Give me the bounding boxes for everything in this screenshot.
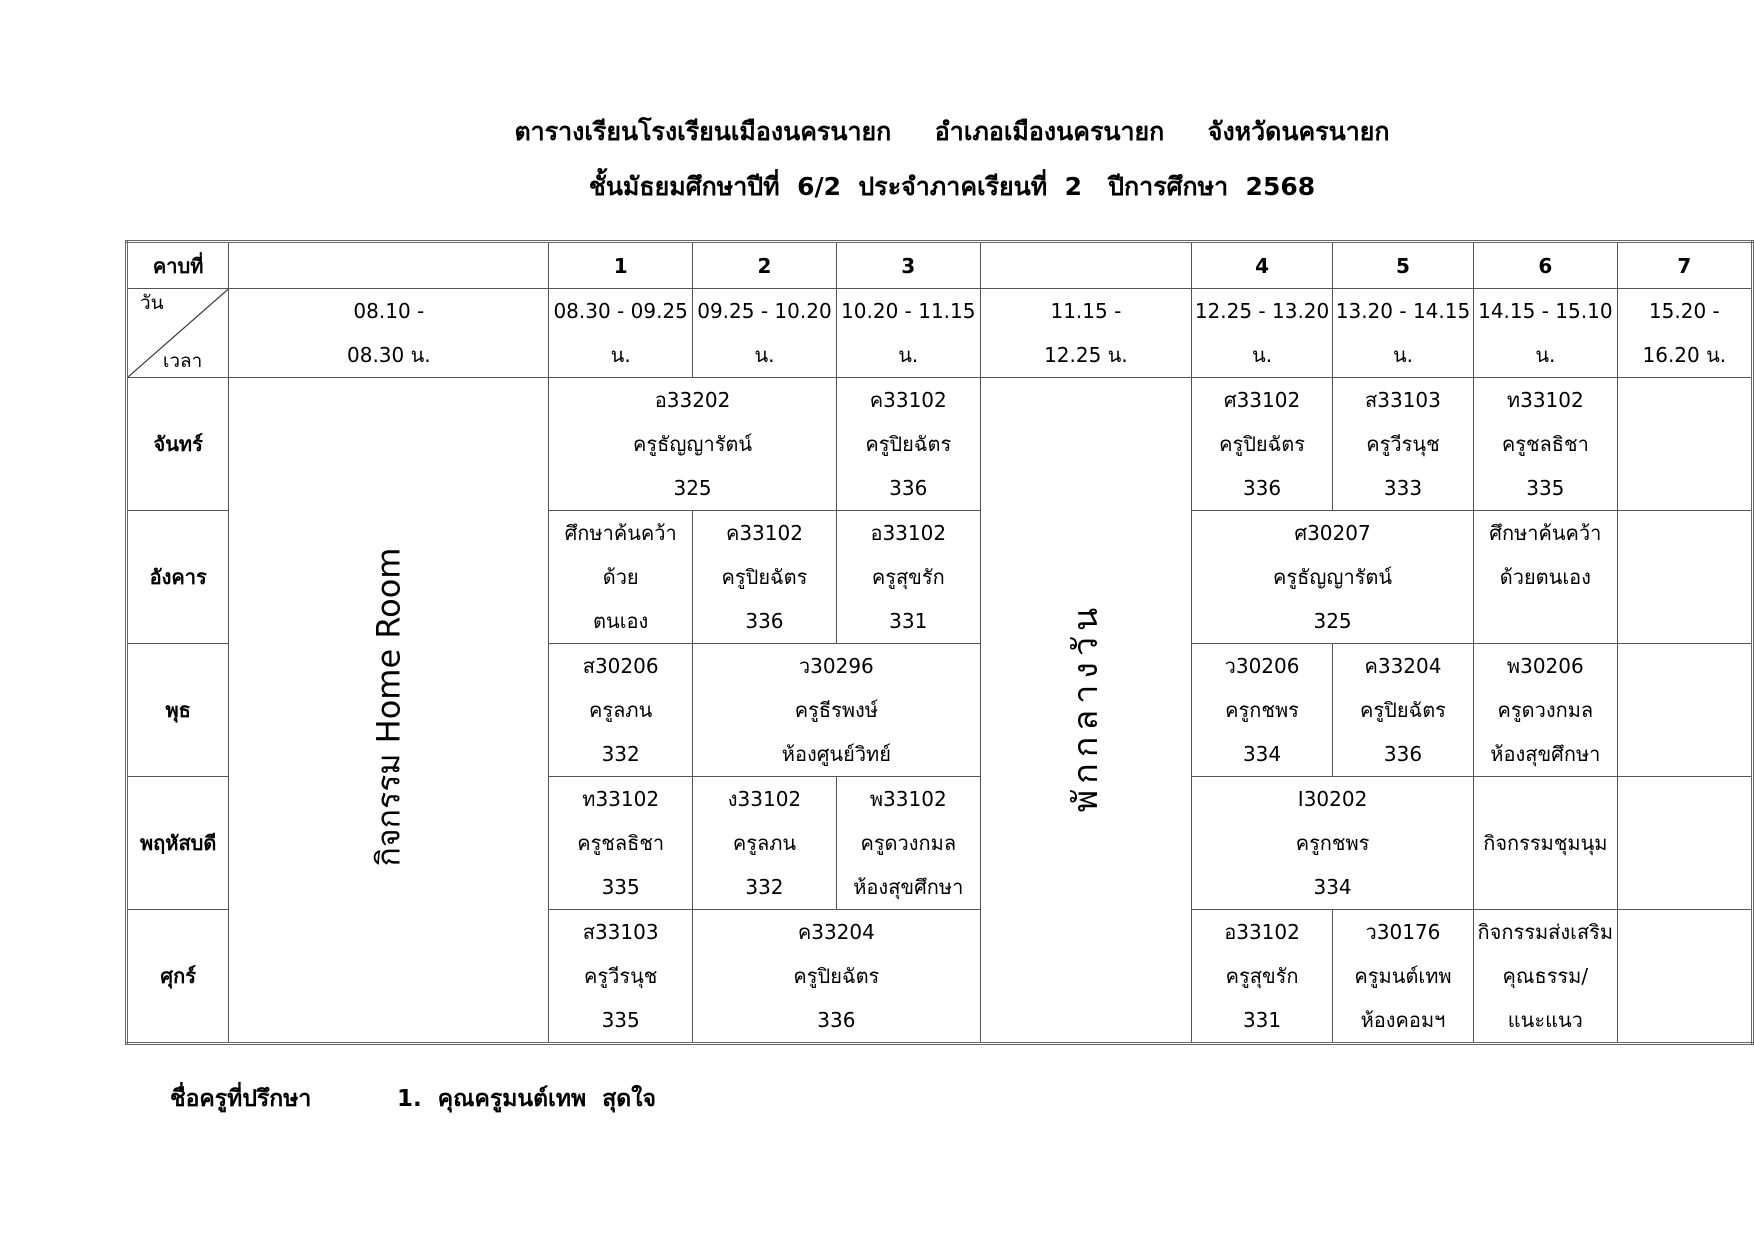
empty-cell [1617, 910, 1752, 1044]
period-label: คาบที่ [127, 242, 229, 289]
class-cell [693, 511, 837, 644]
period-time: 15.20 - 16.20 น. [1617, 289, 1752, 378]
room: ห้องคอมฯ [1360, 1008, 1446, 1032]
room: 335 [601, 1008, 640, 1032]
teacher-name: ครูดวงกมล [1497, 698, 1594, 722]
class-cell [693, 644, 981, 777]
teacher-name: ครูกชพร [1295, 831, 1370, 855]
class-cell [1192, 644, 1333, 777]
subject-code: อ33102 [870, 521, 947, 545]
subject-code: ค33204 [797, 920, 875, 944]
teacher-name: ครูสุขรัก [871, 565, 945, 589]
class-cell [1474, 511, 1618, 644]
teacher-name: ครูสุขรัก [1225, 964, 1299, 988]
teacher-name: ครูกชพร [1225, 698, 1299, 722]
class-cell [1192, 777, 1474, 910]
teacher-name: ครูปิยฉัตร [865, 432, 952, 456]
period-number: 5 [1332, 242, 1473, 289]
subject-code: ว30206 [1224, 654, 1300, 678]
subject-code: ท33102 [582, 787, 660, 811]
teacher-name: ครูปิยฉัตร [1360, 698, 1446, 722]
activity-line: คุณธรรม/ [1502, 964, 1589, 988]
teacher-name: ครูมนต์เทพ [1354, 964, 1452, 988]
room: 331 [889, 609, 928, 633]
class-cell [549, 910, 693, 1044]
lunch-header-cell [980, 242, 1191, 289]
subject-code: ว30296 [798, 654, 874, 678]
day-name: ศุกร์ [127, 910, 229, 1044]
room: 332 [601, 742, 640, 766]
teacher-name: ครูปิยฉัตร [793, 964, 880, 988]
teacher-name: ครูชลธิชา [577, 831, 665, 855]
room: 336 [1242, 476, 1282, 500]
class-cell [1474, 644, 1618, 777]
class-cell [1192, 910, 1333, 1044]
class-cell [1192, 511, 1474, 644]
teacher-name: ครูลภน [732, 831, 797, 855]
activity-line: ศึกษาค้นคว้า [1489, 521, 1602, 545]
lunch-time-start: 11.15 - [1050, 299, 1122, 323]
day-name: จันทร์ [127, 378, 229, 511]
period-time: 10.20 - 11.15 น. [836, 289, 980, 378]
class-cell [836, 511, 980, 644]
class-cell [1332, 644, 1473, 777]
empty-cell [1617, 378, 1752, 511]
period-number: 1 [549, 242, 693, 289]
activity-line: ด้วยตนเอง [1499, 565, 1591, 589]
lunch-column [980, 378, 1191, 1044]
page-title: ตารางเรียนโรงเรียนเมืองนครนายก อำเภอเมืองนครนายก จังหวัดนครนายก [514, 117, 1390, 146]
subject-code: ส33103 [582, 920, 659, 944]
teacher-name: ครูดวงกมล [860, 831, 957, 855]
class-cell [693, 777, 837, 910]
teacher-name: ครูปิยฉัตร [1219, 432, 1305, 456]
period-number: 4 [1192, 242, 1333, 289]
subject-code: ท33102 [1506, 388, 1584, 412]
subject-code: ส33103 [1365, 388, 1441, 412]
class-cell [1474, 777, 1618, 910]
teacher-name: ครูธีรพงษ์ [794, 698, 878, 722]
subject-code: ง33102 [727, 787, 802, 811]
subject-code: I30202 [1297, 787, 1368, 811]
room: 334 [1313, 875, 1352, 899]
subject-code: ค33204 [1364, 654, 1442, 678]
class-cell [549, 644, 693, 777]
class-cell [1474, 378, 1618, 511]
room: 335 [1526, 476, 1565, 500]
activity-line: ตนเอง [593, 609, 649, 633]
homeroom-column [229, 378, 549, 1044]
subject-code: ค33102 [725, 521, 803, 545]
teacher-name: ครูธัญญารัตน์ [633, 432, 753, 456]
advisor-name: 1. คุณครูมนต์เทพ สุดใจ [397, 1086, 656, 1112]
room: ห้องสุขศึกษา [853, 875, 964, 899]
period-header-row [127, 242, 1753, 289]
room: 336 [817, 1008, 856, 1032]
class-cell [836, 378, 980, 511]
room: 336 [889, 476, 928, 500]
homeroom-header-cell [229, 242, 549, 289]
subject-code: ค33102 [869, 388, 947, 412]
subject-code: พ33102 [869, 787, 947, 811]
homeroom-time-end: 08.30 น. [347, 343, 431, 367]
teacher-name: ครูธัญญารัตน์ [1273, 565, 1393, 589]
empty-cell [1617, 777, 1752, 910]
empty-cell [1617, 644, 1752, 777]
period-time: 08.30 - 09.25 น. [549, 289, 693, 378]
room: 325 [673, 476, 712, 500]
room: 335 [601, 875, 640, 899]
room: 336 [745, 609, 784, 633]
class-cell [1192, 378, 1333, 511]
subject-code: ส30206 [582, 654, 659, 678]
time-label: เวลา [162, 350, 203, 372]
day-time-corner-cell [127, 289, 229, 378]
timetable [125, 240, 1754, 1045]
class-cell [836, 777, 980, 910]
advisor-label: ชื่อครูที่ปรึกษา [170, 1086, 312, 1112]
class-cell [693, 910, 981, 1044]
teacher-name: ครูปิยฉัตร [721, 565, 808, 589]
period-number: 6 [1474, 242, 1618, 289]
subject-code: ว30176 [1365, 920, 1441, 944]
activity-line: กิจกรรมส่งเสริม [1477, 920, 1614, 944]
teacher-name: ครูวีรนุช [584, 964, 658, 988]
class-cell [549, 378, 837, 511]
day-name: อังคาร [127, 511, 229, 644]
subject-code: อ33102 [1224, 920, 1300, 944]
room: 325 [1313, 609, 1352, 633]
day-name: พฤหัสบดี [127, 777, 229, 910]
homeroom-time-start: 08.10 - [353, 299, 425, 323]
class-cell [1332, 378, 1473, 511]
period-number: 7 [1617, 242, 1752, 289]
room: 333 [1383, 476, 1423, 500]
period-number: 2 [693, 242, 837, 289]
empty-cell [1617, 511, 1752, 644]
room: ห้องศูนย์วิทย์ [781, 742, 891, 766]
class-cell [549, 511, 693, 644]
class-cell [1474, 910, 1618, 1044]
subject-code: พ30206 [1506, 654, 1584, 678]
teacher-name: ครูลภน [589, 698, 653, 722]
subject-code: ศ33102 [1223, 388, 1301, 412]
period-time: 14.15 - 15.10 น. [1474, 289, 1618, 378]
day-name: พุธ [127, 644, 229, 777]
activity-line: กิจกรรมชุมนุม [1483, 831, 1608, 855]
subject-code: อ33202 [654, 388, 731, 412]
room: 336 [1383, 742, 1423, 766]
homeroom-time [229, 289, 549, 378]
room: 332 [745, 875, 784, 899]
day-label: วัน [140, 292, 164, 314]
activity-line: ศึกษาค้นคว้าด้วย [564, 521, 677, 589]
lunch-time-end: 12.25 น. [1044, 343, 1128, 367]
period-time: 09.25 - 10.20 น. [693, 289, 837, 378]
room: 334 [1242, 742, 1282, 766]
lunch-time [980, 289, 1191, 378]
lunch-label: พักกลางวัน [1065, 601, 1106, 813]
period-time: 12.25 - 13.20 น. [1192, 289, 1333, 378]
room: ห้องสุขศึกษา [1490, 742, 1601, 766]
day-row-monday [127, 378, 1753, 511]
class-cell [1332, 910, 1473, 1044]
period-time: 13.20 - 14.15 น. [1332, 289, 1473, 378]
time-row [127, 289, 1753, 378]
activity-line: แนะแนว [1507, 1008, 1583, 1032]
teacher-name: ครูชลธิชา [1501, 432, 1589, 456]
teacher-name: ครูวีรนุช [1366, 432, 1440, 456]
homeroom-label: กิจกรรม Home Room [369, 547, 408, 867]
class-cell [549, 777, 693, 910]
subject-code: ศ30207 [1294, 521, 1371, 545]
period-number: 3 [836, 242, 980, 289]
page-subtitle: ชั้นมัธยมศึกษาปีที่ 6/2 ประจำภาคเรียนที่ 2 ปีการศึกษา 2568 [588, 172, 1316, 201]
room: 331 [1242, 1008, 1282, 1032]
